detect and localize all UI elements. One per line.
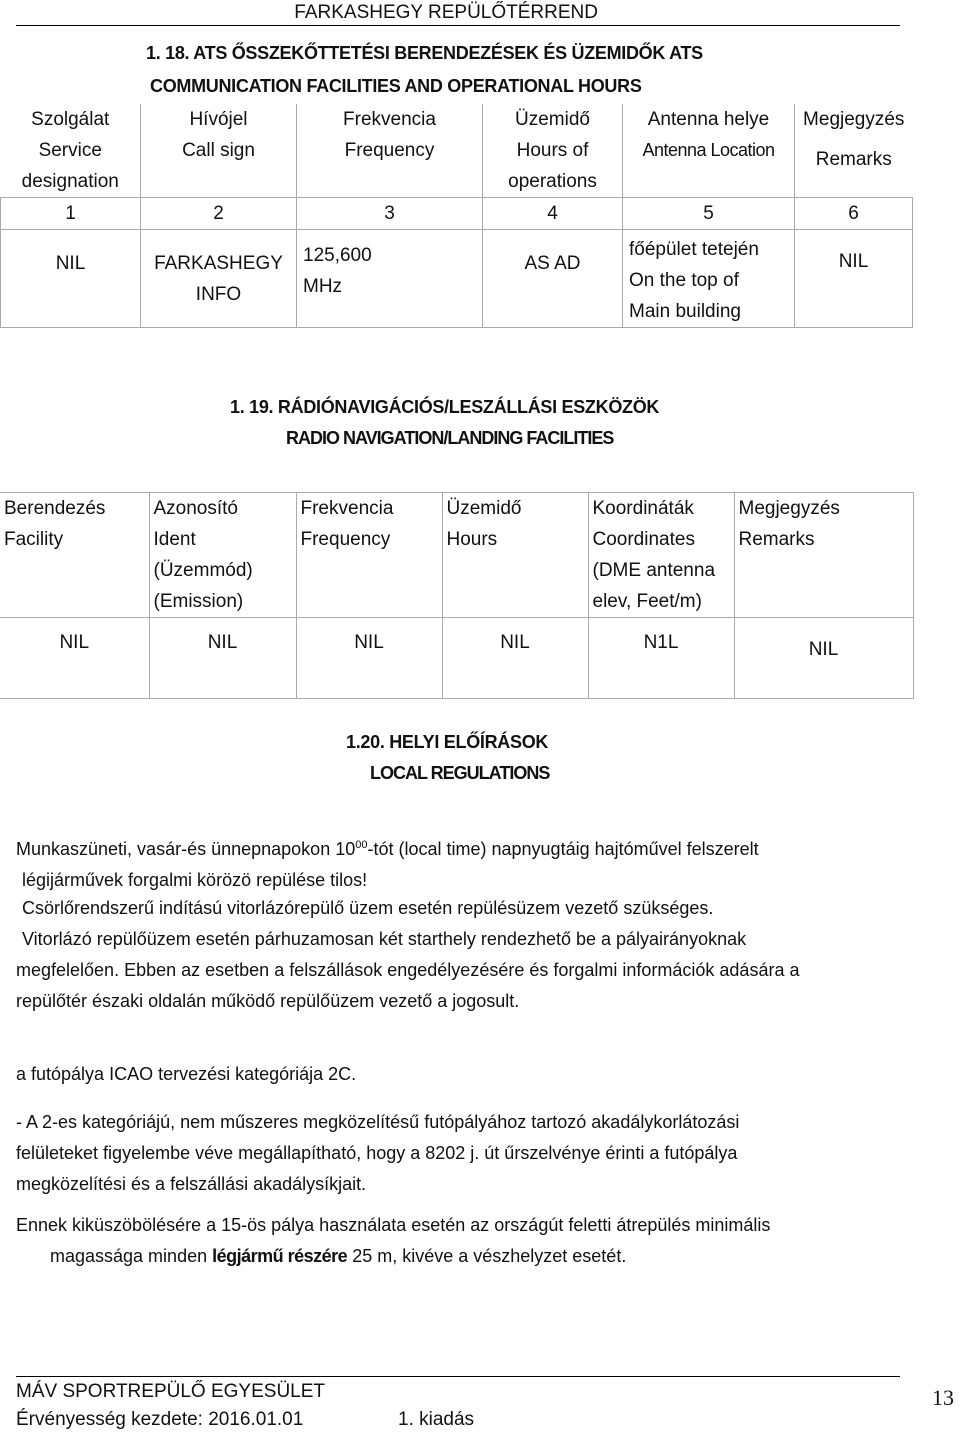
cell-remarks: NIL — [734, 618, 913, 699]
column-number: 2 — [141, 198, 297, 230]
page-number: 13 — [932, 1385, 954, 1410]
column-number: 5 — [623, 198, 795, 230]
footer-validity: Érvényesség kezdete: 2016.01.01 — [16, 1409, 304, 1430]
section-118-title-line1: 1. 18. ATS ŐSSZEKŐTTETÉSI BERENDEZÉSEK ÉS ÜZEMIDŐK ATS — [146, 43, 703, 63]
header-frequency: Frekvencia Frequency — [297, 104, 483, 198]
section-118-title-line2: COMMUNICATION FACILITIES AND OPERATIONAL HOURS — [150, 76, 642, 96]
cell-antenna: főépület tetején On the top of Main building — [623, 230, 795, 328]
header-facility: Berendezés Facility — [0, 493, 149, 618]
section-119-title-line1: 1. 19. RÁDIÓNAVIGÁCIÓS/LESZÁLLÁSI ESZKÖZÖK — [230, 397, 660, 417]
header-antenna: Antenna helye Antenna Location — [623, 104, 795, 198]
cell-facility: NIL — [0, 618, 149, 699]
paragraph-6: Ennek kiküszöbölésére a 15-ös pálya használata esetén az országút feletti átrepülés minimális magassága minden légjármű részére 25 m, kivéve a vészhelyzet esetét. — [16, 1215, 771, 1266]
header-callsign: Hívójel Call sign — [141, 104, 297, 198]
cell-frequency: NIL — [296, 618, 442, 699]
table-number-row — [1, 198, 913, 230]
radio-navigation-table — [0, 492, 914, 699]
header-hours: Üzemidő Hours of operations — [483, 104, 623, 198]
ats-communication-table — [0, 104, 913, 328]
table-header-row — [1, 104, 913, 198]
table-header-row — [0, 493, 913, 618]
header-ident: Azonosító Ident (Üzemmód) (Emission) — [149, 493, 296, 618]
footer-organization: MÁV SPORTREPÜLŐ EGYESÜLET — [16, 1381, 326, 1402]
section-119-title-line2: RADIO NAVIGATION/LANDING FACILITIES — [286, 428, 614, 448]
cell-service: NIL — [1, 230, 141, 328]
column-number: 3 — [297, 198, 483, 230]
footer-edition: 1. kiadás — [398, 1409, 475, 1430]
cell-remarks: NIL — [795, 230, 913, 328]
cell-coordinates: N1L — [588, 618, 734, 699]
header-remarks: Megjegyzés Remarks — [734, 493, 913, 618]
footer-divider — [16, 1376, 900, 1377]
cell-callsign: FARKASHEGY INFO — [141, 230, 297, 328]
section-120-title-line1: 1.20. HELYI ELŐÍRÁSOK — [346, 732, 549, 752]
cell-ident: NIL — [149, 618, 296, 699]
cell-frequency: 125,600 MHz — [297, 230, 483, 328]
header-remarks: Megjegyzés Remarks — [795, 104, 913, 198]
table-row — [0, 618, 913, 699]
page-header-title: FARKASHEGY REPÜLŐTÉRREND — [294, 2, 598, 23]
column-number: 6 — [795, 198, 913, 230]
column-number: 1 — [1, 198, 141, 230]
header-service: Szolgálat Service designation — [1, 104, 141, 198]
paragraph-4: a futópálya ICAO tervezési kategóriája 2C. — [16, 1064, 357, 1084]
table-row — [1, 230, 913, 328]
section-120-title-line2: LOCAL REGULATIONS — [370, 763, 550, 783]
cell-hours: AS AD — [483, 230, 623, 328]
paragraph-1: Munkaszüneti, vasár-és ünnepnapokon $10^{00}$-tót (local time) napnyugtáig hajtóművel felszerelt légijárművek forgalmi körözö repülése tilos! — [16, 839, 759, 890]
header-coordinates: Koordináták Coordinates (DME antenna elev, Feet/m) — [588, 493, 734, 618]
cell-hours: NIL — [442, 618, 588, 699]
column-number: 4 — [483, 198, 623, 230]
paragraph-2: Csörlőrendszerű indítású vitorlázórepülő üzem esetén repülésüzem vezető szükséges. — [22, 898, 714, 918]
paragraph-3: Vitorlázó repülőüzem esetén párhuzamosan két starthely rendezhető be a pályairányoknak megfelelően. Ebben az esetben a felszállások engedélyezésére és forgalmi információk adására a repülőtér északi oldalán működő repülőüzem vezető a jogosult. — [16, 929, 800, 1011]
header-divider — [16, 25, 900, 26]
paragraph-5: - A 2-es kategóriájú, nem műszeres megközelítésű futópályához tartozó akadálykorlátozási felületeket figyelembe véve megállapítható, hogy a 8202 j. út űrszelvénye érinti a futópálya megközelítési és a felszállási akadálysíkjait. — [16, 1112, 740, 1194]
header-frequency: Frekvencia Frequency — [296, 493, 442, 618]
header-hours: Üzemidő Hours — [442, 493, 588, 618]
